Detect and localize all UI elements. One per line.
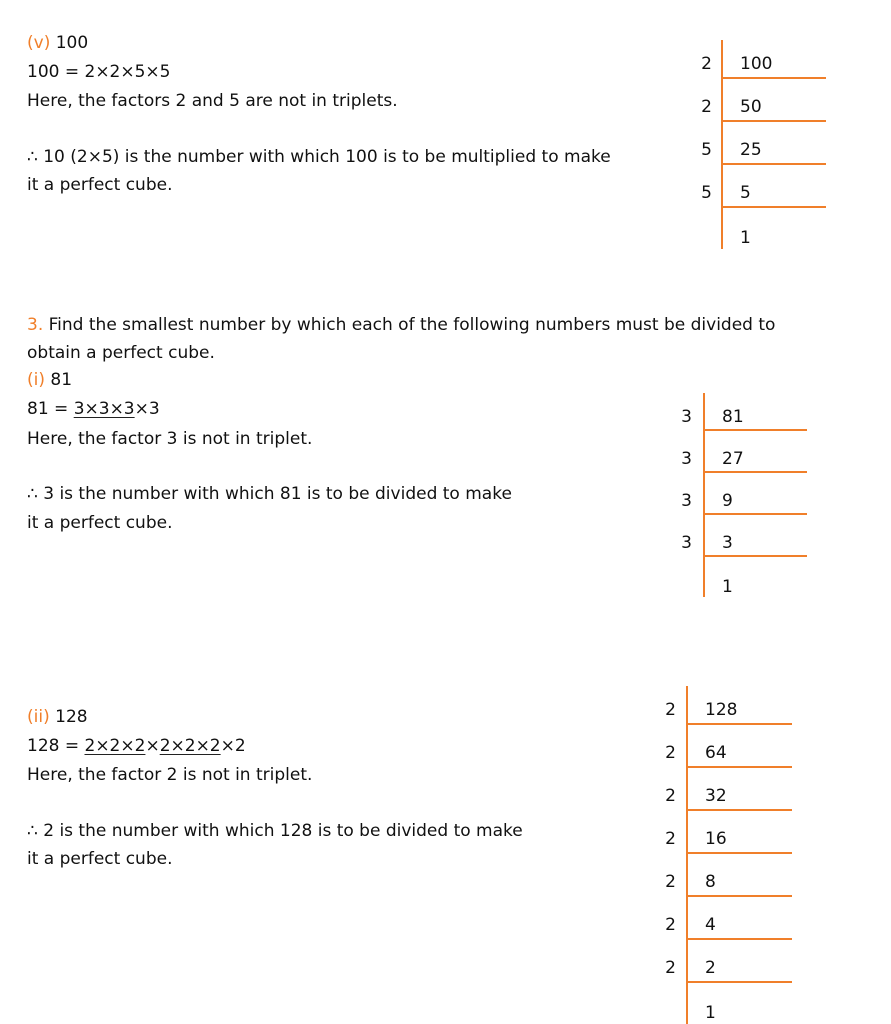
table-divisor: 2 xyxy=(665,915,676,935)
part-i-note: Here, the factor 3 is not in triplet. xyxy=(27,429,313,449)
equation-prefix: 81 = xyxy=(27,399,74,419)
table-divisor: 3 xyxy=(681,533,692,553)
table-divider-horizontal xyxy=(703,471,807,473)
table-quotient: 81 xyxy=(722,407,744,427)
table-quotient: 4 xyxy=(705,915,716,935)
equation-prefix: 100 = xyxy=(27,62,85,82)
table-final-quotient: 1 xyxy=(705,1003,716,1023)
table-divisor: 2 xyxy=(665,829,676,849)
table-divisor: 2 xyxy=(665,743,676,763)
table-final-quotient: 1 xyxy=(722,577,733,597)
table-divisor: 3 xyxy=(681,449,692,469)
table-divider-horizontal xyxy=(721,120,826,122)
table-quotient: 50 xyxy=(740,97,762,117)
equation-prefix: 128 = xyxy=(27,736,85,756)
table-divider-horizontal xyxy=(686,938,792,940)
table-divider-horizontal xyxy=(721,206,826,208)
table-divider-vertical xyxy=(703,393,705,597)
table-quotient: 27 xyxy=(722,449,744,469)
part-v-conclusion-2: it a perfect cube. xyxy=(27,175,173,195)
part-ii-number: 128 xyxy=(55,707,88,727)
table-divisor: 2 xyxy=(701,54,712,74)
equation-rest: ×2 xyxy=(220,736,246,756)
equation-factors: 2×2×5×5 xyxy=(84,62,171,82)
table-divider-horizontal xyxy=(686,723,792,725)
table-divider-horizontal xyxy=(686,766,792,768)
question-text-1: Find the smallest number by which each of the following numbers must be divided to xyxy=(48,315,776,335)
table-quotient: 128 xyxy=(705,700,738,720)
part-v-label: (v) xyxy=(27,33,51,53)
part-ii-conclusion-2: it a perfect cube. xyxy=(27,849,173,869)
part-v-conclusion-1: ∴ 10 (2×5) is the number with which 100 is to be multiplied to make xyxy=(27,147,611,167)
table-quotient: 25 xyxy=(740,140,762,160)
table-quotient: 64 xyxy=(705,743,727,763)
table-quotient: 9 xyxy=(722,491,733,511)
table-divisor: 2 xyxy=(665,700,676,720)
table-divisor: 3 xyxy=(681,407,692,427)
equation-triplet-2: 2×2×2 xyxy=(159,736,221,756)
question-3-line-1 xyxy=(27,314,775,336)
equation-triplet: 3×3×3 xyxy=(73,399,135,419)
table-quotient: 5 xyxy=(740,183,751,203)
table-divider-vertical xyxy=(686,686,688,1024)
table-divisor: 2 xyxy=(665,958,676,978)
table-divider-horizontal xyxy=(703,429,807,431)
table-quotient: 32 xyxy=(705,786,727,806)
part-v-number: 100 xyxy=(55,33,89,53)
part-v-note: Here, the factors 2 and 5 are not in triplets. xyxy=(27,91,398,111)
table-divider-horizontal xyxy=(703,513,807,515)
table-divider-horizontal xyxy=(686,809,792,811)
table-quotient: 3 xyxy=(722,533,733,553)
table-divisor: 3 xyxy=(681,491,692,511)
table-quotient: 16 xyxy=(705,829,727,849)
part-i-equation xyxy=(27,398,160,420)
table-divisor: 2 xyxy=(665,786,676,806)
table-divider-horizontal xyxy=(686,895,792,897)
part-ii-heading xyxy=(27,706,88,728)
part-i-label: (i) xyxy=(27,370,45,390)
equation-rest: ×3 xyxy=(134,399,160,419)
equation-triplet-1: 2×2×2 xyxy=(84,736,146,756)
table-divider-horizontal xyxy=(703,555,807,557)
part-ii-equation xyxy=(27,735,246,757)
part-v-equation xyxy=(27,61,171,83)
equation-mid: × xyxy=(145,736,160,756)
part-ii-label: (ii) xyxy=(27,707,50,727)
table-quotient: 2 xyxy=(705,958,716,978)
table-divider-vertical xyxy=(721,40,723,249)
question-number: 3. xyxy=(27,315,44,335)
table-quotient: 100 xyxy=(740,54,773,74)
table-divider-horizontal xyxy=(721,77,826,79)
table-divisor: 2 xyxy=(665,872,676,892)
part-i-conclusion-1: ∴ 3 is the number with which 81 is to be divided to make xyxy=(27,484,512,504)
part-i-conclusion-2: it a perfect cube. xyxy=(27,513,173,533)
table-final-quotient: 1 xyxy=(740,228,751,248)
part-i-number: 81 xyxy=(50,370,73,390)
question-3-line-2: obtain a perfect cube. xyxy=(27,343,215,363)
table-divisor: 5 xyxy=(701,140,712,160)
table-quotient: 8 xyxy=(705,872,716,892)
table-divider-horizontal xyxy=(721,163,826,165)
part-ii-conclusion-1: ∴ 2 is the number with which 128 is to be divided to make xyxy=(27,821,523,841)
part-i-heading xyxy=(27,369,72,391)
table-divisor: 2 xyxy=(701,97,712,117)
table-divisor: 5 xyxy=(701,183,712,203)
part-v-heading xyxy=(27,32,88,54)
table-divider-horizontal xyxy=(686,852,792,854)
table-divider-horizontal xyxy=(686,981,792,983)
part-ii-note: Here, the factor 2 is not in triplet. xyxy=(27,765,313,785)
